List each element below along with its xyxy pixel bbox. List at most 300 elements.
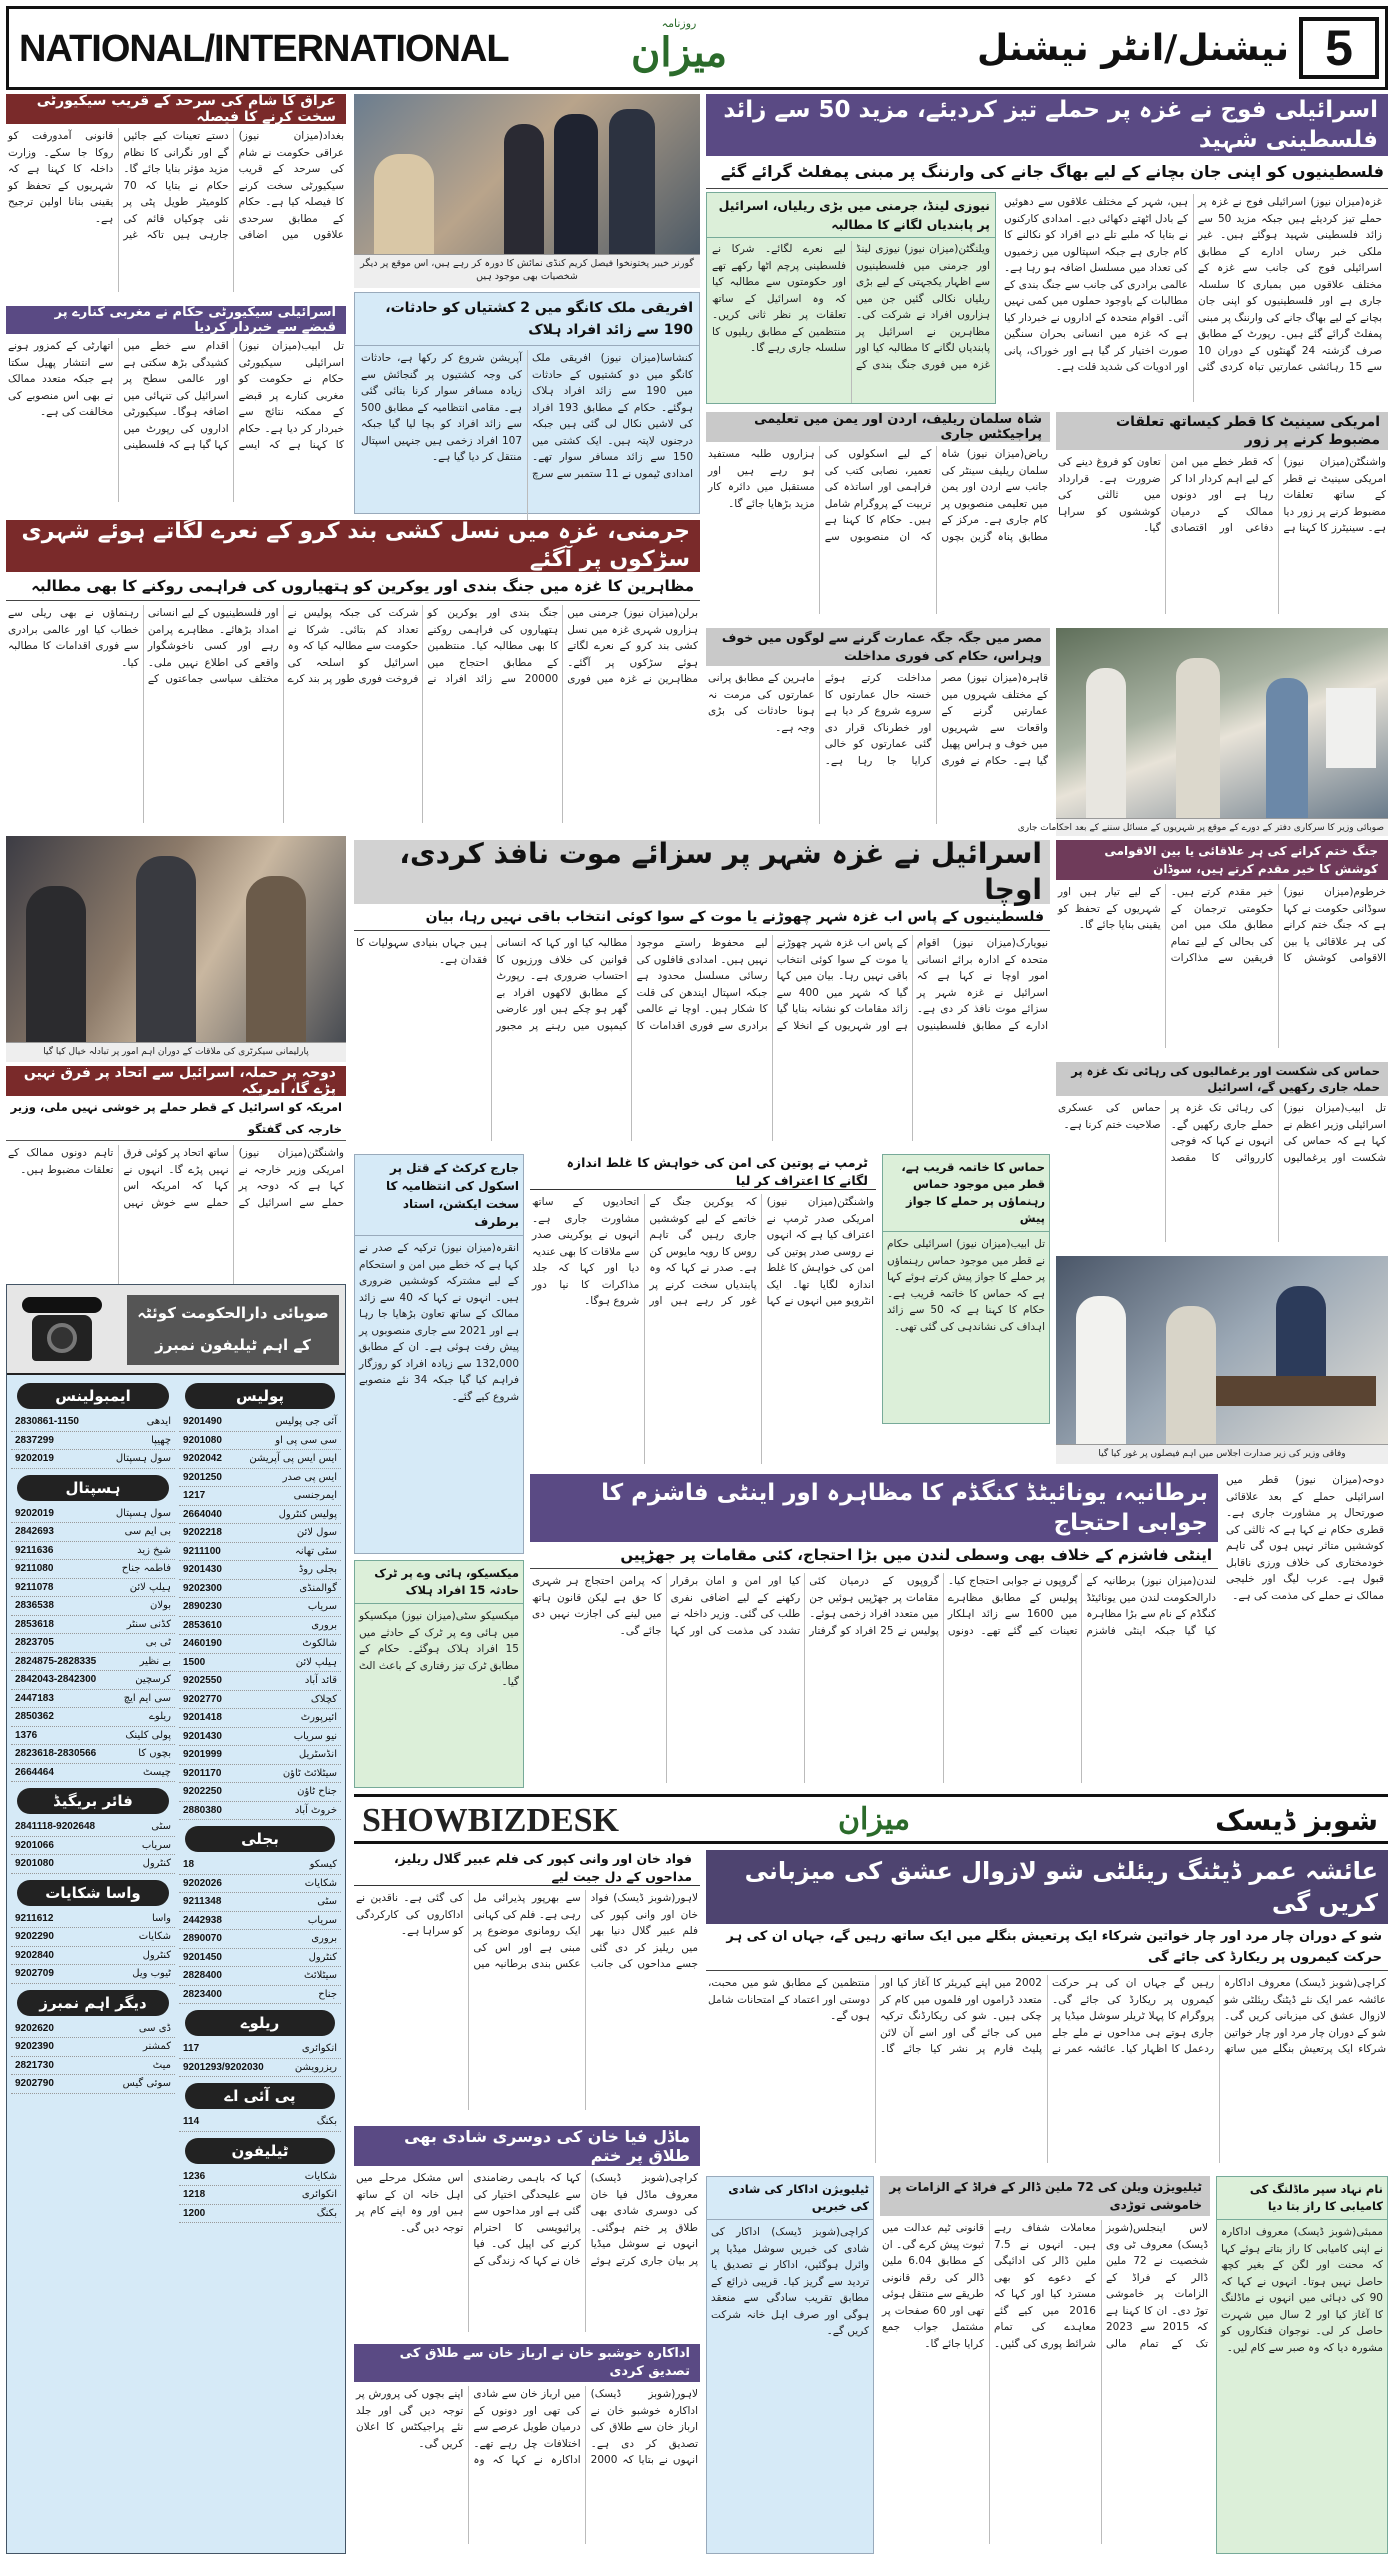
ayesha-story <box>706 1850 1388 2172</box>
fire-label: فائر بریگیڈ <box>17 1788 169 1814</box>
nz-body: ویلنگٹن(میزان نیوز) نیوزی لینڈ اور جرمنی میں فلسطینیوں سے اظہار یکجہتی کے لیے بڑی ریلیاں نکالی گئیں جن میں ہزاروں افراد نے شرکت کی۔ مظاہرین نے اسرائیل پر پابندیاں لگانے کا مطالبہ کیا اور غزہ میں فوری جنگ بندی کے لیے نعرے لگائے۔ شرکا نے فلسطینی پرچم اٹھا رکھے تھے اور حکومتوں سے مطالبہ کیا کہ وہ اسرائیل کے ساتھ تعلقات پر نظر ثانی کریں۔ منتظمین کے مطابق ریلیوں کا سلسلہ جاری رہے گا۔ <box>712 243 990 371</box>
railway-phone-row <box>179 2059 341 2078</box>
qatar-side-story <box>1222 1468 1388 1768</box>
phone-number: 18 <box>183 1859 195 1870</box>
model-body: کراچی(شوبز ڈیسک) معروف ماڈل فیا خان کی دوسری شادی بھی طلاق پر ختم ہوگئی۔ انہوں نے سوشل میڈیا پر بیان جاری کرتے ہوئے کہا کہ باہمی رضامندی سے علیحدگی اختیار کی گئی ہے اور مداحوں سے پرائیویسی کا احترام کرنے کی اپیل کی۔ فیا خان نے کہا کہ زندگی کے اس مشکل مرحلے میں اہل خانہ ان کے ساتھ ہیں اور وہ اپنے کام پر توجہ دیں گی۔ <box>356 2172 698 2267</box>
fire-phone-row <box>11 1818 175 1837</box>
masthead-logo-text: میزان <box>630 29 728 76</box>
pia-list <box>179 2113 341 2132</box>
phone-label: سریاب <box>141 1839 171 1851</box>
phone-number: 9202218 <box>183 1527 222 1538</box>
police-phone-row <box>179 1728 341 1747</box>
gaza-city-body: نیویارک(میزان نیوز) اقوام متحدہ کے ادارہ برائے انسانی امور اوچا نے کہا ہے کہ اسرائیل نے غزہ شہر پر سزائے موت نافذ کر دی ہے۔ ادارے کے مطابق فلسطینیوں کے پاس اب غزہ شہر چھوڑنے یا موت کے سوا کوئی انتخاب باقی نہیں رہا۔ بیان میں کہا گیا کہ شہر میں 400 سے زائد مقامات کو نشانہ بنایا گیا ہے اور شہریوں کے انخلا کے لیے محفوظ راستے موجود نہیں ہیں۔ امدادی قافلوں کی رسائی مسلسل محدود ہے جبکہ اسپتال ایندھن کی قلت کا شکار ہیں۔ اوچا نے عالمی برادری سے فوری اقدامات کا مطالبہ کیا اور کہا کہ انسانی قوانین کی خلاف ورزیوں کا احتساب ضروری ہے۔ رپورٹ کے مطابق لاکھوں افراد بے گھر ہو چکے ہیں اور عارضی کیمپوں میں رہنے پر مجبور ہیں جہاں بنیادی سہولیات کا فقدان ہے۔ <box>356 937 1048 1032</box>
lead-body: غزہ(میزان نیوز) اسرائیلی فوج نے غزہ پر حملے تیز کردیئے ہیں جبکہ مزید 50 سے زائد فلسطینی شہید ہوگئے ہیں۔ غیر ملکی خبر رساں ادارے کے مطابق اسرائیلی فوج کی جانب سے غزہ کے مختلف علاقوں میں بمباری کا سلسلہ جاری ہے اور فلسطینیوں کو اپنی جان بچانے کے لیے بھاگ جانے کی وارننگ پر مبنی پمفلٹ گرائے گئے ہیں۔ رپورٹ کے مطابق صرف گزشتہ 24 گھنٹوں کے دوران 10 سے 15 رہائشی عمارتیں تباہ کردی گئی ہیں، شہر کے مختلف علاقوں سے دھوئیں کے بادل اٹھتے دکھائی دیے۔ امدادی کارکنوں نے بتایا کہ ملبے تلے دبے افراد کو نکالنے کا کام جاری ہے جبکہ اسپتالوں میں زخمیوں کی تعداد میں مسلسل اضافہ ہو رہا ہے۔ عالمی برادری کی جانب سے جنگ بندی کے مطالبات کے باوجود حملوں میں کمی نہیں آئی۔ اقوام متحدہ کے اداروں نے خبردار کیا ہے کہ غزہ میں انسانی بحران سنگین صورت اختیار کر گیا ہے اور خوراک، پانی اور ادویات کی شدید قلت ہے۔ <box>1004 196 1383 373</box>
showbiz-left: SHOWBIZDESK <box>362 1802 619 1839</box>
hospital-phone-row <box>11 1764 175 1783</box>
lead-subhead: فلسطینیوں کو اپنی جان بچانے کے لیے بھاگ جانے کی وارننگ پر مبنی پمفلٹ گرائے گئے <box>706 156 1388 189</box>
phone-label: نیو سریاب <box>293 1730 337 1742</box>
phone-label: بی ایم سی <box>124 1526 171 1537</box>
phone-number: 9211100 <box>183 1545 221 1557</box>
pia-phone-row <box>179 2113 341 2132</box>
phone-directory-title-line2: کے اہم ٹیلیفون نمبرز <box>155 1336 311 1354</box>
germany-body: برلن(میزان نیوز) جرمنی میں ہزاروں شہری غزہ میں نسل کشی بند کرو کے نعرے لگاتے ہوئے سڑکوں پر آگئے۔ مظاہرین نے غزہ میں فوری جنگ بندی اور یوکرین کو ہتھیاروں کی فراہمی روکنے کا بھی مطالبہ کیا۔ منتظمین کے مطابق احتجاج میں 20000 سے زائد افراد نے شرکت کی جبکہ پولیس نے تعداد کم بتائی۔ شرکا نے حکومت سے مطالبہ کیا کہ وہ اسرائیل کو اسلحہ کی فروخت فوری طور پر بند کرے اور فلسطینیوں کے لیے انسانی امداد بڑھائے۔ مظاہرے پرامن رہے اور کسی ناخوشگوار واقعے کی اطلاع نہیں ملی۔ مختلف سیاسی جماعتوں کے رہنماؤں نے بھی ریلی سے خطاب کیا اور عالمی برادری سے فوری اقدامات کا مطالبہ کیا۔ <box>8 607 698 685</box>
electric-phone-row <box>179 1856 341 1875</box>
phone-label: قائد آباد <box>304 1675 337 1686</box>
phone-number: 9201490 <box>183 1416 222 1427</box>
phone-label: کچلاک <box>310 1693 337 1705</box>
hospital-phone-row <box>11 1727 175 1746</box>
fire-phone-row <box>11 1837 175 1856</box>
masthead-logo <box>594 17 764 83</box>
erdogan-headline: جارج کرکٹ کے قتل پر اسکول کی انتظامیہ کا سخت ایکشن، استاد برطرف <box>355 1155 523 1236</box>
emergency-column <box>11 1383 175 2553</box>
phone-number: 9201430 <box>183 1730 222 1742</box>
namoshi-headline: نام نہاد سپر ماڈلنگ کی کامیابی کا راز بتا دیا <box>1217 2177 1387 2220</box>
trump-headline: ٹرمپ نے پوتین کی امن کی خواہش کا غلط اندازہ لگانے کا اعتراف کر لیا <box>530 1154 876 1190</box>
police-column <box>179 1383 341 2553</box>
shah-story <box>706 412 1050 622</box>
phone-label: فاطمہ جناح <box>121 1563 171 1574</box>
hamas-defeat-body: تل ابیب(میزان نیوز) اسرائیلی وزیر اعظم نے کہا ہے کہ حماس کی شکست اور یرغمالیوں کی رہائی تک غزہ پر حملے جاری رکھیں گے۔ انہوں نے کہا کہ فوجی کارروائی کا مقصد حماس کی عسکری صلاحیت ختم کرنا ہے۔ <box>1058 1102 1386 1164</box>
actor-headline: ٹیلیویژن اداکار کی شادی کی خبریں <box>707 2177 873 2220</box>
phone-label: کنٹرول <box>308 1951 337 1963</box>
phone-label: ڈی سی <box>138 2022 171 2034</box>
electric-list <box>179 1856 341 2004</box>
other-list <box>11 2020 175 2094</box>
actor-body: کراچی(شوبز ڈیسک) اداکار کی شادی کی خبریں سوشل میڈیا پر وائرل ہوگئیں، اداکار نے تصدیق یا تردید سے گریز کیا۔ قریبی ذرائع کے مطابق تقریب سادگی سے منعقد ہوگی اور صرف اہل خانہ شرکت کریں گے۔ <box>711 2226 869 2337</box>
phone-label: چھیپا <box>151 1434 171 1446</box>
masthead-left-title: NATIONAL/INTERNATIONAL <box>19 28 509 70</box>
police-phone-row <box>179 1802 341 1821</box>
germany-headline: جرمنی، غزہ میں نسل کشی بند کرو کے نعرے لگاتے ہوئے شہری سڑکوں پر آگئے <box>6 520 700 572</box>
hospital-phone-row <box>11 1523 175 1542</box>
police-phone-row <box>179 1691 341 1710</box>
model-story <box>354 2126 700 2340</box>
war-end-body: خرطوم(میزان نیوز) سوڈانی حکومت نے کہا ہے کہ جنگ ختم کرانے کی ہر علاقائی یا بین الاقوامی کوشش کا خیر مقدم کرتے ہیں۔ حکومتی ترجمان کے مطابق ملک میں امن کی بحالی کے لیے تمام فریقین سے مذاکرات کے لیے تیار ہیں اور شہریوں کے تحفظ کو یقینی بنایا جائے گا۔ <box>1058 886 1386 964</box>
erdogan-story <box>354 1154 524 1554</box>
police-phone-row <box>179 1432 341 1451</box>
hospital-phone-row <box>11 1579 175 1598</box>
phone-number: 9202620 <box>15 2022 54 2034</box>
egypt-body: قاہرہ(میزان نیوز) مصر کے مختلف شہروں میں عمارتیں گرنے کے واقعات سے شہریوں میں خوف و ہراس پھیل گیا ہے۔ حکام نے فوری مداخلت کرتے ہوئے خستہ حال عمارتوں کا سروے شروع کر دیا ہے اور خطرناک قرار دی گئی عمارتوں کو خالی کرایا جا رہا ہے۔ ماہرین کے مطابق پرانی عمارتوں کی مرمت نہ ہونا حادثات کی بڑی وجہ ہے۔ <box>708 672 1048 767</box>
hospital-phone-row <box>11 1634 175 1653</box>
phone-number: 2664040 <box>183 1508 222 1520</box>
phone-number: 9202840 <box>15 1949 54 1961</box>
khushboo-body: لاہور(شوبز ڈیسک) اداکارہ خوشبو خان نے ارباز خان سے طلاق کی تصدیق کر دی ہے۔ انہوں نے بتایا کہ 2000 میں ارباز خان سے شادی کی تھی اور دونوں کے درمیان طویل عرصے سے اختلافات چل رہے تھے۔ اداکارہ نے کہا کہ وہ اپنے بچوں کی پرورش پر توجہ دیں گی اور جلد نئے پراجیکٹس کا اعلان کریں گی۔ <box>356 2388 698 2466</box>
police-phone-row <box>179 1746 341 1765</box>
photo-exhibition-caption: گورنر خیبر پختونخوا فیصل کریم کنڈی نمائش کا دورہ کر رہے ہیں، اس موقع پر دیگر شخصیات بھی موجود ہیں <box>354 254 700 288</box>
phone-number: 2823400 <box>183 1988 222 2000</box>
phone-label: پولیس کنٹرول <box>278 1508 337 1520</box>
other-phone-row <box>11 2075 175 2094</box>
phone-number: 2664464 <box>15 1766 54 1778</box>
electric-phone-row <box>179 1912 341 1931</box>
police-phone-row <box>179 1524 341 1543</box>
phone-directory-title-line1: صوبائی دارالحکومت کوئٹہ <box>137 1304 329 1322</box>
phone-label: سیٹلائٹ <box>304 1970 337 1981</box>
phone-number: 9211080 <box>15 1563 54 1574</box>
phone-label: شیخ زید <box>137 1544 171 1556</box>
uk-subhead: اینٹی فاشزم کے خلاف بھی وسطی لندن میں بڑا احتجاج، کئی مقامات پر جھڑپیں <box>530 1542 1218 1569</box>
phone-number: 1218 <box>183 2189 206 2200</box>
phone-label: کنٹرول <box>142 1949 171 1961</box>
fawad-story <box>354 1850 700 2120</box>
photo-exhibition-image <box>354 94 700 254</box>
shah-headline: شاہ سلمان ریلیف، اردن اور یمن میں تعلیمی پراجیکٹس جاری <box>706 412 1050 442</box>
hospital-phone-row <box>11 1542 175 1561</box>
police-phone-row <box>179 1580 341 1599</box>
model-headline: ماڈل فیا خان کی دوسری شادی بھی طلاق پر ختم <box>354 2126 700 2166</box>
phone-number: 2460190 <box>183 1638 222 1649</box>
phone-label: ہیلپ لائن <box>129 1581 171 1593</box>
railway-phone-row <box>179 2040 341 2059</box>
phone-number: 2836538 <box>15 1600 54 1611</box>
ayesha-headline: عائشہ عمر ڈیٹنگ ریئلٹی شو لازوال عشق کی میزبانی کریں گی <box>706 1850 1388 1924</box>
other-phone-row <box>11 2020 175 2039</box>
phone-number: 9201999 <box>183 1749 222 1760</box>
phone-number: 2824875-2828335 <box>15 1655 97 1667</box>
electric-phone-row <box>179 1949 341 1968</box>
phone-number: 2880380 <box>183 1804 222 1816</box>
phone-label: بولان <box>150 1600 171 1611</box>
germany-subhead: مظاہرین کا غزہ میں جنگ بندی اور یوکرین کو ہتھیاروں کی فراہمی روکنے کا بھی مطالبہ <box>6 572 700 601</box>
hamas-defeat-story <box>1056 1062 1388 1252</box>
gaza-city-subhead: فلسطینیوں کے پاس اب غزہ شہر چھوڑنے یا موت کے سوا کوئی انتخاب باقی نہیں رہا، بیان <box>354 904 1050 931</box>
phone-number: 9202550 <box>183 1675 222 1686</box>
lead-headline: اسرائیلی فوج نے غزہ پر حملے تیز کردیئے، مزید 50 سے زائد فلسطینی شہید <box>706 94 1388 156</box>
phone-label: شکایات <box>304 2170 337 2182</box>
phone-label: سوئی گیس <box>122 2078 171 2089</box>
police-phone-row <box>179 1450 341 1469</box>
phone-label: بے نظیر <box>139 1655 171 1667</box>
namoshi-body: ممبئی(شوبز ڈیسک) معروف اداکارہ نے اپنی کامیابی کا راز بتاتے ہوئے کہا کہ محنت اور لگن کے بغیر کچھ حاصل نہیں ہوتا۔ انہوں نے کہا کہ 90 کی دہائی میں انہوں نے ماڈلنگ کا آغاز کیا اور 2 سال میں شہرت حاصل کر لی۔ نوجوان فنکاروں کو مشورہ دیا کہ وہ صبر سے کام لیں۔ <box>1221 2226 1383 2354</box>
police-phone-row <box>179 1543 341 1562</box>
ambulance-phone-row <box>11 1450 175 1469</box>
phone-number: 1376 <box>15 1729 38 1741</box>
phone-label: ٹی بی <box>145 1637 171 1648</box>
phone-label: واسا <box>151 1912 171 1924</box>
showbiz-bar <box>354 1794 1388 1844</box>
war-end-story <box>1056 840 1388 1058</box>
us-senate-story <box>1056 412 1388 624</box>
doha-subhead: امریکہ کو اسرائیل کے قطر حملے پر خوشی نہیں ملی، وزیر خارجہ کی گفتگو <box>6 1096 346 1141</box>
phone-number: 2442938 <box>183 1914 222 1926</box>
phone-label: شکایات <box>138 1931 171 1942</box>
lead-story <box>706 94 1388 408</box>
hamas-leaders-body: تل ابیب(میزان نیوز) اسرائیلی حکام نے قطر میں موجود حماس رہنماؤں پر حملے کا جواز پیش کرتے ہوئے کہا ہے کہ حماس کا خاتمہ قریب ہے۔ حکام کا کہنا ہے کہ 50 سے زائد اہداف کی نشاندہی کی گئی تھی۔ <box>887 1238 1045 1333</box>
photo-meeting-caption: پارلیمانی سیکرٹری کی ملاقات کے دوران اہم امور پر تبادلہ خیال کیا گیا <box>6 1042 346 1062</box>
shah-body: ریاض(میزان نیوز) شاہ سلمان ریلیف سینٹر کی جانب سے اردن اور یمن میں تعلیمی منصوبوں پر کام جاری ہے۔ مرکز کے مطابق پناہ گزین بچوں کے لیے اسکولوں کی تعمیر، نصابی کتب کی فراہمی اور اساتذہ کی تربیت کے پروگرام شامل ہیں۔ حکام کا کہنا ہے کہ ان منصوبوں سے ہزاروں طلبہ مستفید ہو رہے ہیں اور مستقبل میں دائرہ کار مزید بڑھایا جائے گا۔ <box>708 448 1048 543</box>
erdogan-body: انقرہ(میزان نیوز) ترکیہ کے صدر نے کہا ہے کہ خطے میں امن و استحکام کے لیے مشترکہ کوششیں ضروری ہیں۔ انہوں نے کہا کہ 40 سے زائد ممالک کے ساتھ تعاون بڑھایا جا رہا ہے اور 2021 سے جاری منصوبوں پر پیش رفت ہوئی ہے۔ ان کے مطابق 132,000 سے زیادہ افراد کو روزگار فراہم کیا گیا جبکہ 34 نئے منصوبے شروع کیے گئے۔ <box>359 1242 519 1403</box>
phone-number: 2841118-9202648 <box>15 1821 96 1832</box>
phone-label: جناح <box>318 1988 337 2000</box>
wasa-phone-row <box>11 1947 175 1966</box>
africa-headline: افریقی ملک کانگو میں 2 کشتیاں کو حادثات، 190 سے زائد افراد ہلاک <box>355 293 699 346</box>
phone-number: 9202300 <box>183 1582 222 1594</box>
phone-label: سول ہسپتال <box>115 1507 171 1519</box>
phone-number: 2828400 <box>183 1970 222 1981</box>
police-phone-row <box>179 1709 341 1728</box>
phone-number: 9202026 <box>183 1877 222 1889</box>
phone-number: 2823618-2830566 <box>15 1748 97 1759</box>
wasa-phone-row <box>11 1910 175 1929</box>
phone-number: 2890230 <box>183 1601 222 1612</box>
phone-label: سریاب <box>307 1914 337 1926</box>
phone-number: 9201418 <box>183 1712 222 1723</box>
top-left-story <box>6 94 346 302</box>
phone-label: سی سی پی او <box>275 1434 337 1446</box>
phone-label: کیسکو <box>309 1859 337 1870</box>
phone-number: 2850362 <box>15 1711 54 1722</box>
police-phone-row <box>179 1654 341 1673</box>
showbiz-logo: میزان <box>837 1802 911 1837</box>
other-phone-row <box>11 2057 175 2076</box>
phone-label: کنٹرول <box>142 1858 171 1869</box>
phone-label: بکنگ <box>316 2116 337 2127</box>
other-phone-row <box>11 2038 175 2057</box>
doha-story <box>6 1066 346 1278</box>
egypt-story <box>706 628 1050 834</box>
telephone-list <box>179 2168 341 2224</box>
actor-story <box>706 2176 874 2554</box>
fire-list <box>11 1818 175 1874</box>
wasa-phone-row <box>11 1928 175 1947</box>
fawad-body: لاہور(شوبز ڈیسک) فواد خان اور وانی کپور کی فلم عبیر گلال دنیا بھر میں ریلیز کر دی گئی جسے مداحوں کی جانب سے بھرپور پذیرائی مل رہی ہے۔ فلم کی کہانی ایک رومانوی موضوع پر مبنی ہے اور اس کی عکس بندی برطانیہ میں کی گئی ہے۔ ناقدین نے اداکاروں کی کارکردگی کو سراہا ہے۔ <box>356 1892 698 1970</box>
electric-phone-row <box>179 1930 341 1949</box>
phone-number: 2823705 <box>15 1637 54 1648</box>
police-phone-row <box>179 1783 341 1802</box>
phone-label: کڈنی سنٹر <box>126 1618 171 1630</box>
phone-label: سول ہسپتال <box>115 1453 171 1464</box>
wasa-phone-row <box>11 1965 175 1984</box>
telephone-phone-row <box>179 2205 341 2224</box>
phone-number: 9202019 <box>15 1453 54 1464</box>
page-number: 5 <box>1325 20 1353 76</box>
phone-number: 9202019 <box>15 1507 54 1519</box>
africa-body: کنشاسا(میزان نیوز) افریقی ملک کانگو میں دو کشتیوں کے حادثات میں 190 سے زائد افراد ہلاک ہوگئے۔ حکام کے مطابق 193 افراد کی لاشیں نکال لی گئی ہیں جبکہ درجنوں لاپتہ ہیں۔ ایک کشتی میں 150 سے زائد مسافر سوار تھے۔ امدادی ٹیموں نے 11 ستمبر سے سرچ آپریشن شروع کر رکھا ہے، حادثات کی وجہ کشتیوں پر گنجائش سے زیادہ مسافر سوار کرنا بتائی گئی ہے۔ مقامی انتظامیہ کے مطابق 500 سے زائد افراد کو بچا لیا گیا جبکہ 107 افراد زخمی ہیں جنہیں اسپتال منتقل کر دیا گیا ہے۔ <box>361 352 693 480</box>
phone-label: سٹی تھانہ <box>295 1545 337 1557</box>
phone-number: 9211348 <box>183 1896 222 1907</box>
photo-minister-caption: صوبائی وزیر کا سرکاری دفتر کے دورے کے موقع پر شہریوں کے مسائل سننے کے بعد احکامات جاری <box>1056 818 1388 836</box>
phone-number: 9201430 <box>183 1564 222 1575</box>
phone-label: سول لائن <box>296 1527 337 1538</box>
phone-label: بچوں کا <box>138 1748 171 1759</box>
phone-number: 9211636 <box>15 1544 54 1556</box>
electric-phone-row <box>179 1986 341 2005</box>
khushboo-story <box>354 2344 700 2554</box>
phone-label: آئی جی پولیس <box>275 1416 337 1427</box>
ambulance-phone-row <box>11 1413 175 1432</box>
phone-label: سریاب <box>307 1601 337 1612</box>
phone-label: میٹ <box>152 2059 171 2071</box>
phone-label: سیٹلائٹ ٹاؤن <box>282 1767 337 1779</box>
phone-label: سی ایم ایچ <box>123 1692 171 1704</box>
hospital-phone-row <box>11 1708 175 1727</box>
phone-label: بروری <box>311 1619 337 1631</box>
ayesha-body: کراچی(شوبز ڈیسک) معروف اداکارہ عائشہ عمر ایک نئے ڈیٹنگ ریئلٹی شو لازوال عشق کی میزبانی کریں گی۔ شو کے دوران چار مرد اور چار خواتین شرکاء ایک پرتعیش بنگلے میں ساتھ رہیں گے جہاں ان کی ہر حرکت کیمروں پر ریکارڈ کی جائے گی۔ پروگرام کا پہلا ٹریلر سوشل میڈیا پر جاری ہوتے ہی مداحوں نے ملے جلے ردعمل کا اظہار کیا۔ عائشہ عمر نے 2002 میں اپنے کیریئر کا آغاز کیا اور متعدد ڈراموں اور فلموں میں کام کر چکی ہیں۔ شو کی ریکارڈنگ ترکیہ میں کی جائے گی اور اسے آن لائن پلیٹ فارم پر نشر کیا جائے گا۔ منتظمین کے مطابق شو میں محبت، دوستی اور اعتماد کے امتحانات شامل ہوں گے۔ <box>708 1977 1386 2055</box>
ambulance-label: ایمبولینس <box>17 1383 169 1409</box>
phone-directory-header <box>7 1285 345 1375</box>
fire-phone-row <box>11 1855 175 1874</box>
photo-minister-image <box>1056 628 1388 818</box>
phone-label: انڈسٹریل <box>298 1749 337 1760</box>
police-phone-row <box>179 1506 341 1525</box>
mexico-body: میکسیکو سٹی(میزان نیوز) میکسیکو میں ہائی وے پر ٹرک کے حادثے میں 15 افراد ہلاک ہوگئے۔ حکام کے مطابق ٹرک تیز رفتاری کے باعث الٹ گیا۔ <box>359 1610 519 1688</box>
nz-headline: نیوزی لینڈ، جرمنی میں بڑی ریلیاں، اسرائیل پر پابندیاں لگانے کا مطالبہ <box>707 193 995 238</box>
hospital-phone-row <box>11 1597 175 1616</box>
police-label: پولیس <box>185 1383 335 1409</box>
phone-label: بجلی روڈ <box>298 1564 337 1575</box>
telephone-icon <box>17 1295 107 1365</box>
phone-number: 9202290 <box>15 1931 54 1942</box>
phone-label: بکنگ <box>316 2207 337 2219</box>
phone-number: 1217 <box>183 1490 206 1501</box>
police-list <box>179 1413 341 1820</box>
phone-label: شکایات <box>304 1877 337 1889</box>
electric-phone-row <box>179 1893 341 1912</box>
phone-label: انکوائری <box>301 2043 337 2054</box>
hospital-phone-row <box>11 1505 175 1524</box>
us-senate-body: واشنگٹن(میزان نیوز) امریکی سینیٹ نے قطر کے ساتھ تعلقات مضبوط کرنے پر زور دیا ہے۔ سینیٹرز کا کہنا ہے کہ قطر خطے میں امن کے لیے اہم کردار ادا کر رہا ہے اور دونوں ممالک کے درمیان دفاعی اور اقتصادی تعاون کو فروغ دینے کی ضرورت ہے۔ قرارداد میں ثالثی کی کوششوں کو سراہا گیا۔ <box>1058 456 1386 534</box>
top-left-body: بغداد(میزان نیوز) عراقی حکومت نے شام کی سرحد کے قریب سیکیورٹی سخت کرنے کا فیصلہ کیا ہے۔ حکام کے مطابق سرحدی علاقوں میں اضافی دستے تعینات کیے جائیں گے اور نگرانی کا نظام مزید مؤثر بنایا جائے گا۔ حکام نے بتایا کہ 70 کلومیٹر طویل پٹی پر نئی چوکیاں قائم کی جارہی ہیں تاکہ غیر قانونی آمدورفت کو روکا جا سکے۔ وزارت داخلہ کا کہنا ہے کہ شہریوں کے تحفظ کو یقینی بنانا اولین ترجیح ہے۔ <box>8 130 344 241</box>
israel-security-headline: اسرائیلی سیکیورٹی حکام نے مغربی کنارے پر قبضے سے خبردار کردیا <box>6 306 346 334</box>
showbiz-right: شوبز ڈیسک <box>1215 1804 1378 1837</box>
page-number-box <box>1299 17 1379 79</box>
phone-label: ایس پی صدر <box>282 1471 337 1483</box>
hospital-phone-row <box>11 1745 175 1764</box>
phone-number: 9201293/9202030 <box>183 2061 264 2073</box>
phone-label: خروٹ آباد <box>294 1804 337 1816</box>
phone-number: 9201170 <box>183 1767 222 1779</box>
phone-number: 9202390 <box>15 2041 54 2052</box>
phone-number: 1200 <box>183 2207 206 2219</box>
nz-box <box>706 192 996 404</box>
photo-minister <box>1017 628 1388 836</box>
telephone-phone-row <box>179 2186 341 2205</box>
phone-label: ایمرجنسی <box>293 1490 337 1501</box>
war-end-headline: جنگ ختم کرانے کی ہر علاقائی یا بین الاقوامی کوشش کا خیر مقدم کرتے ہیں، سوڈان <box>1056 840 1388 880</box>
police-phone-row <box>179 1765 341 1784</box>
mexico-headline: میکسیکو، ہائی وے پر ٹرک حادثہ 15 افراد ہلاک <box>355 1561 523 1604</box>
fawad-headline: فواد خان اور وانی کپور کی فلم عبیر گلال ریلیز، مداحوں کے دل جیت لیے <box>354 1850 700 1886</box>
phone-number: 9202770 <box>183 1693 222 1705</box>
trump-story <box>530 1154 876 1472</box>
phone-number: 2447183 <box>15 1692 54 1704</box>
photo-office <box>1056 1256 1388 1464</box>
phone-number: 9201450 <box>183 1951 222 1963</box>
namoshi-story <box>1216 2176 1388 2554</box>
police-phone-row <box>179 1617 341 1636</box>
phone-label: ائیرپورٹ <box>300 1712 337 1723</box>
phone-directory-title <box>127 1295 339 1365</box>
other-label: دیگر اہم نمبرز <box>17 1990 169 2016</box>
phone-number: 9202709 <box>15 1968 54 1979</box>
phone-number: 9202790 <box>15 2078 54 2089</box>
uk-body: لندن(میزان نیوز) برطانیہ کے دارالحکومت لندن میں یونائیٹڈ کنگڈم کے نام سے بڑا مظاہرہ کیا گیا جبکہ اینٹی فاشزم گروپوں نے جوابی احتجاج کیا۔ پولیس کے مطابق مظاہرے میں 1600 سے زائد اہلکار تعینات کیے گئے تھے۔ دونوں گروپوں کے درمیان کئی مقامات پر جھڑپیں ہوئیں جن میں متعدد افراد زخمی ہوئے۔ پولیس نے 25 افراد کو گرفتار کیا اور امن و امان برقرار رکھنے کے لیے اضافی نفری طلب کی گئی۔ وزیر داخلہ نے تشدد کی مذمت کی اور کہا کہ پرامن احتجاج ہر شہری کا حق ہے لیکن قانون ہاتھ میں لینے کی اجازت نہیں دی جائے گی۔ <box>532 1575 1216 1637</box>
phone-number: 1500 <box>183 1656 206 1668</box>
top-left-headline: عراق کا شام کی سرحد کے قریب سیکیورٹی سخت کرنے کا فیصلہ <box>6 94 346 124</box>
railway-list <box>179 2040 341 2077</box>
wasa-list <box>11 1910 175 1984</box>
police-phone-row <box>179 1413 341 1432</box>
phone-number: 9201080 <box>15 1858 54 1869</box>
masthead <box>6 6 1388 90</box>
phone-number: 117 <box>183 2043 200 2054</box>
phone-label: ریزرویشن <box>294 2061 337 2073</box>
gaza-city-story <box>354 837 1050 1150</box>
phone-label: کمشنر <box>143 2041 171 2052</box>
electric-phone-row <box>179 1875 341 1894</box>
phone-number: 9202042 <box>183 1453 222 1464</box>
photo-meeting <box>6 836 346 1062</box>
police-phone-row <box>179 1598 341 1617</box>
phone-label: انکوائری <box>301 2189 337 2200</box>
hospital-list <box>11 1505 175 1783</box>
ambulance-list <box>11 1413 175 1469</box>
hospital-phone-row <box>11 1690 175 1709</box>
police-phone-row <box>179 1635 341 1654</box>
phone-directory <box>6 1284 346 2554</box>
phone-label: گوالمنڈی <box>299 1582 337 1594</box>
us-senate-headline: امریکی سینیٹ کا قطر کیساتھ تعلقات مضبوط کرنے پر زور <box>1056 412 1388 450</box>
hospital-phone-row <box>11 1671 175 1690</box>
phone-number: 2842693 <box>15 1526 54 1537</box>
phone-label: ہیلپ لائن <box>295 1656 337 1668</box>
phone-label: ریلوے <box>149 1711 171 1722</box>
africa-story <box>354 292 700 514</box>
tv-center-story <box>880 2176 1210 2554</box>
trump-body: واشنگٹن(میزان نیوز) امریکی صدر ٹرمپ نے اعتراف کیا ہے کہ انہوں نے روسی صدر پوتین کی امن کی خواہش کا غلط اندازہ لگایا تھا۔ ایک انٹرویو میں انہوں نے کہا کہ یوکرین جنگ کے خاتمے کے لیے کوششیں جاری رہیں گی تاہم روس کا رویہ مایوس کن ہے۔ صدر نے کہا کہ وہ پابندیاں سخت کرنے پر غور کر رہے ہیں اور اتحادیوں کے ساتھ مشاورت جاری ہے۔ انہوں نے یوکرینی صدر سے ملاقات کا بھی عندیہ دیا اور کہا کہ جلد مذاکرات کا نیا دور شروع ہوگا۔ <box>532 1196 874 1307</box>
phone-number: 9201250 <box>183 1471 222 1483</box>
phone-number: 9211612 <box>15 1912 54 1924</box>
phone-number: 2842043-2842300 <box>15 1674 97 1685</box>
police-phone-row <box>179 1487 341 1506</box>
phone-label: بروری <box>311 1933 337 1944</box>
photo-exhibition <box>354 94 700 288</box>
phone-number: 2853618 <box>15 1618 54 1630</box>
hamas-leaders-story <box>882 1154 1050 1424</box>
phone-number: 2821730 <box>15 2059 54 2071</box>
ambulance-phone-row <box>11 1432 175 1451</box>
photo-office-caption: وفاقی وزیر کی زیر صدارت اجلاس میں اہم فیصلوں پر غور کیا گیا <box>1056 1444 1388 1464</box>
phone-label: شالکوٹ <box>302 1638 337 1649</box>
israel-security-body: تل ابیب(میزان نیوز) اسرائیلی سیکیورٹی حکام نے حکومت کو مغربی کنارے پر قبضے کے ممکنہ نتائج سے خبردار کر دیا ہے۔ حکام کا کہنا ہے کہ ایسے اقدام سے خطے میں کشیدگی بڑھ سکتی ہے اور عالمی سطح پر اسرائیل کی تنہائی میں اضافہ ہوگا۔ سیکیورٹی اداروں کی رپورٹ میں کہا گیا ہے کہ فلسطینی اتھارٹی کے کمزور ہونے سے انتشار پھیل سکتا ہے جبکہ متعدد ممالک نے بھی اس منصوبے کی مخالفت کی ہے۔ <box>8 340 344 451</box>
hospital-phone-row <box>11 1560 175 1579</box>
photo-meeting-image <box>6 836 346 1042</box>
electric-label: بجلی <box>185 1826 335 1852</box>
phone-number: 2890070 <box>183 1933 222 1944</box>
phone-number: 9201080 <box>183 1434 222 1446</box>
israel-security-story <box>6 306 346 512</box>
photo-office-image <box>1056 1256 1388 1444</box>
police-phone-row <box>179 1672 341 1691</box>
telephone-phone-row <box>179 2168 341 2187</box>
qatar-side-body: دوحہ(میزان نیوز) قطر میں اسرائیلی حملے کے بعد علاقائی صورتحال پر مشاورت جاری ہے۔ قطری حکام نے کہا ہے کہ ثالثی کی کوششیں متاثر نہیں ہوں گی تاہم خودمختاری کی خلاف ورزی ناقابل قبول ہے۔ عرب لیگ اور خلیجی ممالک نے حملے کی مذمت کی ہے۔ <box>1226 1474 1384 1602</box>
ayesha-subhead: شو کے دوران چار مرد اور چار خواتین شرکاء ایک پرتعیش بنگلے میں ایک ساتھ رہیں گے، جہاں ان کی ہر حرکت کیمروں پر ریکارڈ کی جائے گی <box>706 1924 1388 1971</box>
telephone-label: ٹیلیفون <box>185 2138 335 2164</box>
tv-center-body: لاس اینجلس(شوبز ڈیسک) معروف ٹی وی شخصیت نے 72 ملین ڈالر کے فراڈ کے الزامات پر خاموشی توڑ دی۔ ان کا کہنا ہے کہ 2015 سے 2023 تک کے تمام مالی معاملات شفاف رہے ہیں۔ انہوں نے 7.5 ملین ڈالر کی ادائیگی کے دعوے کو بھی مسترد کیا اور کہا کہ 2016 میں کیے گئے معاہدے کی تمام شرائط پوری کی گئیں۔ قانونی ٹیم عدالت میں ثبوت پیش کرے گی۔ ان کے مطابق 6.04 ملین ڈالر کی رقم قانونی طریقے سے منتقل ہوئی تھی اور 60 صفحات پر مشتمل جواب جمع کرایا جائے گا۔ <box>882 2222 1208 2350</box>
germany-story <box>6 520 700 832</box>
phone-label: جناح ٹاؤن <box>297 1786 337 1797</box>
hospital-label: ہسپتال <box>17 1475 169 1501</box>
phone-label: سٹی <box>151 1821 171 1832</box>
phone-number: 2830861-1150 <box>15 1416 79 1427</box>
phone-label: ایس ایس پی آپریشن <box>249 1453 337 1464</box>
police-phone-row <box>179 1561 341 1580</box>
wasa-label: واسا شکایات <box>17 1880 169 1906</box>
tv-center-headline: ٹیلیویژن ویلن کی 72 ملین ڈالر کے فراڈ کے الزامات پر خاموشی توڑدی <box>880 2176 1210 2216</box>
mexico-story <box>354 1560 524 1788</box>
